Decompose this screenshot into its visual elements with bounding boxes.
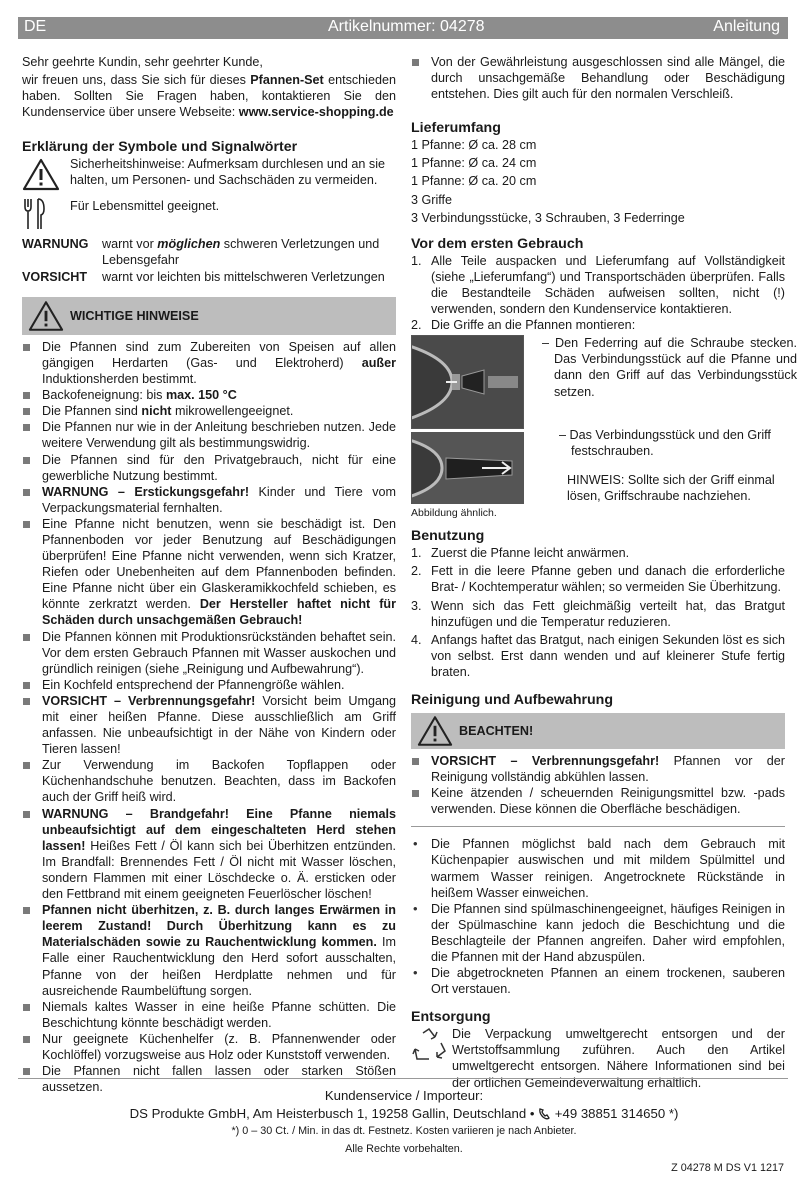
list-item: Backofeneignung: bis max. 150 °C bbox=[22, 387, 396, 403]
language-code: DE bbox=[24, 18, 47, 35]
list-item: Die Pfannen nicht fallen lassen oder starken Stößen aussetzen. bbox=[22, 1063, 396, 1095]
intro-text: wir freuen uns, dass Sie sich für dieses Pfannen-Set entschieden haben. Sollten Sie Fragen haben, kontaktieren Sie den Kundenservice über unsere Webseite: www.service-shopping.de bbox=[22, 73, 396, 120]
image-caption: Abbildung ähnlich. bbox=[411, 507, 497, 520]
pan-screw-illustration bbox=[412, 336, 523, 428]
list-item: Keine ätzenden / scheuernden Reinigungsmittel bzw. -pads verwenden. Diese können die Oberfläche beschädigen. bbox=[411, 785, 785, 817]
delivery-title: Lieferumfang bbox=[411, 120, 501, 137]
list-item: VORSICHT – Verbrennungsgefahr! Pfannen vor der Reinigung vollständig abkühlen lassen. bbox=[411, 753, 785, 785]
header-bar bbox=[18, 17, 788, 39]
cleaning-title: Reinigung und Aufbewahrung bbox=[411, 691, 614, 708]
list-item: Zur Verwendung im Backofen Topflappen oder Küchenhandschuhe benutzen. Beachten, dass im Backofen auch der Griff heiß wird. bbox=[22, 757, 396, 805]
left-column bbox=[22, 54, 396, 1095]
footer-service-label: Kundenservice / Importeur: bbox=[324, 1088, 484, 1103]
list-item: Von der Gewährleistung ausgeschlossen sind alle Mängel, die durch unsachgemäße Behandlung oder Beschädigung entstehen. Dies gilt auch für den normalen Verschleiß. bbox=[411, 54, 785, 102]
list-item: 2. Die Griffe an die Pfannen montieren: bbox=[411, 318, 636, 333]
important-notes-list bbox=[22, 339, 396, 1095]
warning-triangle-icon bbox=[22, 158, 60, 191]
warning-triangle-icon bbox=[417, 715, 453, 747]
list-item: WARNUNG – Brandgefahr! Eine Pfanne niemals unbeaufsichtigt auf dem eingeschalteten Herd stehen lassen! Heißes Fett / Öl kann sich bei Überhitzen entzünden. Im Brandfall: Brennendes Fett / Öl nicht mit Wasser löschen, sondern Flammen mit einer Löschdecke o. Ä. ersticken oder den Fettbrand mit einem geeigneten Feuerlöscher löschen! bbox=[22, 806, 396, 903]
vorsicht-term: VORSICHT warnt vor leichten bis mittelschweren Verletzungen bbox=[22, 269, 385, 284]
list-item: Eine Pfanne nicht benutzen, wenn sie beschädigt ist. Den Pfannenboden vor jeder Benutzung auf Beschädigungen überprüfen! Eine Pfanne nicht verwenden, wenn sich Kratzer, Riefen oder Unebenheiten auf dem Pfannenboden befinden. Eine Pfanne nicht über ein Glaskeramikkochfeld schieben, es könnte zerkratzt werden. Der Hersteller haftet nicht für Schäden durch unsachgemäßen Gebrauch! bbox=[22, 516, 396, 629]
assembly-image-1 bbox=[411, 335, 524, 429]
disposal-row: Die Verpackung umweltgerecht entsorgen und der Wertstoffsammlung zuführen. Auch den Artikel umweltgerecht entsorgen. Nähere Informationen sind bei der örtlichen Gemeindeverwaltung erhältlich. bbox=[411, 1026, 785, 1090]
list-item: Ein Kochfeld entsprechend der Pfannengröße wählen. bbox=[22, 677, 396, 693]
handle-screw-illustration bbox=[412, 433, 523, 503]
list-item: Die Pfannen können mit Produktionsrückständen behaftet sein. Vor dem ersten Gebrauch Pfannen mit Wasser auskochen und gründlich reinigen (siehe „Reinigung und Aufbewahrung“). bbox=[22, 629, 396, 677]
list-item: Die Pfannen sind für den Privatgebrauch, nicht für eine gewerbliche Nutzung bestimmt. bbox=[22, 452, 396, 484]
article-number: Artikelnummer: 04278 bbox=[328, 18, 485, 35]
delivery-item: 3 Griffe bbox=[411, 192, 453, 207]
list-item: Die Pfannen nur wie in der Anleitung beschrieben nutzen. Jede weitere Verwendung gilt als bestimmungswidrig. bbox=[22, 419, 396, 451]
list-item: 1. Zuerst die Pfanne leicht anwärmen. bbox=[411, 546, 630, 561]
delivery-item: 3 Verbindungsstücke, 3 Schrauben, 3 Federringe bbox=[411, 210, 685, 225]
doc-type: Anleitung bbox=[713, 18, 780, 35]
disposal-title: Entsorgung bbox=[411, 1009, 491, 1026]
first-use-title: Vor dem ersten Gebrauch bbox=[411, 235, 584, 252]
list-item: VORSICHT – Verbrennungsgefahr! Vorsicht beim Umgang mit einer heißen Pfanne. Diese ausschließlich am Griff anfassen. Nie unbeaufsichtigt in der Nähe von Kindern oder Tieren lassen! bbox=[22, 693, 396, 757]
assembly-image-2 bbox=[411, 432, 524, 504]
warnung-term: WARNUNG warnt vor möglichen schweren Verletzungen und Lebensgefahr bbox=[22, 236, 380, 267]
assembly-section bbox=[411, 335, 797, 521]
list-item: • Die Pfannen sind spülmaschinengeeignet, häufiges Reinigen in der Spülmaschine kann jedoch die Beschichtung und die Beschlagteile der Pfannen angreifen. Daher wird empfohlen, die Pfannen mit der Hand abzuspülen. bbox=[411, 901, 785, 965]
usage-steps bbox=[411, 545, 785, 680]
list-item: 4. Anfangs haftet das Bratgut, nach einigen Sekunden löst es sich von selbst. Erst dann wenden und auf kleinerer Stufe fertig braten. bbox=[411, 632, 785, 679]
list-item: Niemals kaltes Wasser in eine heiße Pfanne schütten. Die Beschichtung könnte beschädigt werden. bbox=[22, 999, 396, 1031]
attention-box: BEACHTEN! bbox=[411, 713, 785, 749]
list-item: Pfannen nicht überhitzen, z. B. durch langes Erwärmen in leerem Zustand! Durch Überhitzung kann es zu Materialschäden sowie zu Rauchentwicklung kommen. Im Falle einer Rauchentwicklung den Herd sofort ausschalten, Pfanne von der heißen Herdplatte nehmen und für ausreichende Raumbelüftung sorgen. bbox=[22, 902, 396, 999]
attention-list bbox=[411, 753, 785, 817]
list-item: • Die abgetrockneten Pfannen an einem trockenen, sauberen Ort verstauen. bbox=[411, 965, 785, 997]
greeting: Sehr geehrte Kundin, sehr geehrter Kunde, bbox=[22, 55, 263, 69]
assembly-step-2: – Das Verbindungsstück und den Griff festschrauben. bbox=[559, 428, 771, 459]
footer-cost-note: *) 0 – 30 Ct. / Min. in das dt. Festnetz. Kosten variieren je nach Anbieter. bbox=[231, 1125, 577, 1137]
symbols-title: Erklärung der Symbole und Signalwörter bbox=[22, 139, 298, 156]
list-item: Nur geeignete Küchenhelfer (z. B. Pfannenwender oder Kochlöffel) vorzugsweise aus Holz oder Kunststoff verwenden. bbox=[22, 1031, 396, 1063]
cleaning-list bbox=[411, 836, 785, 997]
footer-rights: Alle Rechte vorbehalten. bbox=[345, 1143, 463, 1155]
right-column bbox=[411, 54, 797, 1091]
footer-address: DS Produkte GmbH, Am Heisterbusch 1, 19258 Gallin, Deutschland • +49 38851 314650 *) bbox=[129, 1106, 679, 1121]
warranty-list bbox=[411, 54, 785, 102]
list-item: 3. Wenn sich das Fett gleichmäßig verteilt hat, das Bratgut hinzufügen und die Temperatur reduzieren. bbox=[411, 598, 785, 629]
important-notes-box: WICHTIGE HINWEISE bbox=[22, 297, 396, 335]
list-item: Die Pfannen sind nicht mikrowellengeeignet. bbox=[22, 403, 396, 419]
delivery-item: 1 Pfanne: Ø ca. 24 cm bbox=[411, 156, 537, 171]
food-safe-icon bbox=[22, 198, 52, 230]
safety-symbol-row: Sicherheitshinweise: Aufmerksam durchlesen und an sie halten, um Personen- und Sachschäden zu vermeiden. bbox=[22, 156, 396, 188]
list-item: • Die Pfannen möglichst bald nach dem Gebrauch mit Küchenpapier auswischen und mit mildem Spülmittel und warmem Wasser reinigen. Angetrocknete Rückstände in heißem Wasser einweichen. bbox=[411, 836, 785, 900]
delivery-item: 1 Pfanne: Ø ca. 28 cm bbox=[411, 138, 537, 153]
list-item: 1. Alle Teile auspacken und Lieferumfang auf Vollständigkeit (siehe „Lieferumfang“) und Transportschäden überprüfen. Falls die Bestandteile Schäden aufweisen sollten, nicht (!) verwenden, sondern den Kundenservice kontaktieren. bbox=[411, 253, 785, 317]
recycling-icon bbox=[411, 1027, 447, 1063]
first-use-steps bbox=[411, 253, 785, 333]
food-symbol-row: Für Lebensmittel geeignet. bbox=[22, 196, 396, 230]
usage-title: Benutzung bbox=[411, 528, 485, 545]
list-item: Die Pfannen sind zum Zubereiten von Speisen auf allen gängigen Herdarten (Gas- und Elektroherd) außer Induktionsherden bestimmt. bbox=[22, 339, 396, 387]
phone-icon bbox=[538, 1107, 551, 1120]
service-url[interactable]: www.service-shopping.de bbox=[238, 105, 394, 120]
hint-text: HINWEIS: Sollte sich der Griff einmal lösen, Griffschraube nachziehen. bbox=[567, 473, 775, 504]
list-item: 2. Fett in die leere Pfanne geben und danach die erforderliche Brat- / Kochtemperatur wählen; so vermeiden Sie Überhitzung. bbox=[411, 564, 785, 595]
document-code: Z 04278 M DS V1 1217 bbox=[671, 1162, 784, 1174]
assembly-step-1: – Den Federring auf die Schraube stecken. Das Verbindungsstück auf die Pfanne und dann den Griff auf das Verbindungsstück setzen. bbox=[542, 336, 797, 399]
warning-triangle-icon bbox=[28, 300, 64, 332]
list-item: WARNUNG – Erstickungsgefahr! Kinder und Tiere vom Verpackungsmaterial fernhalten. bbox=[22, 484, 396, 516]
delivery-item: 1 Pfanne: Ø ca. 20 cm bbox=[411, 174, 537, 189]
